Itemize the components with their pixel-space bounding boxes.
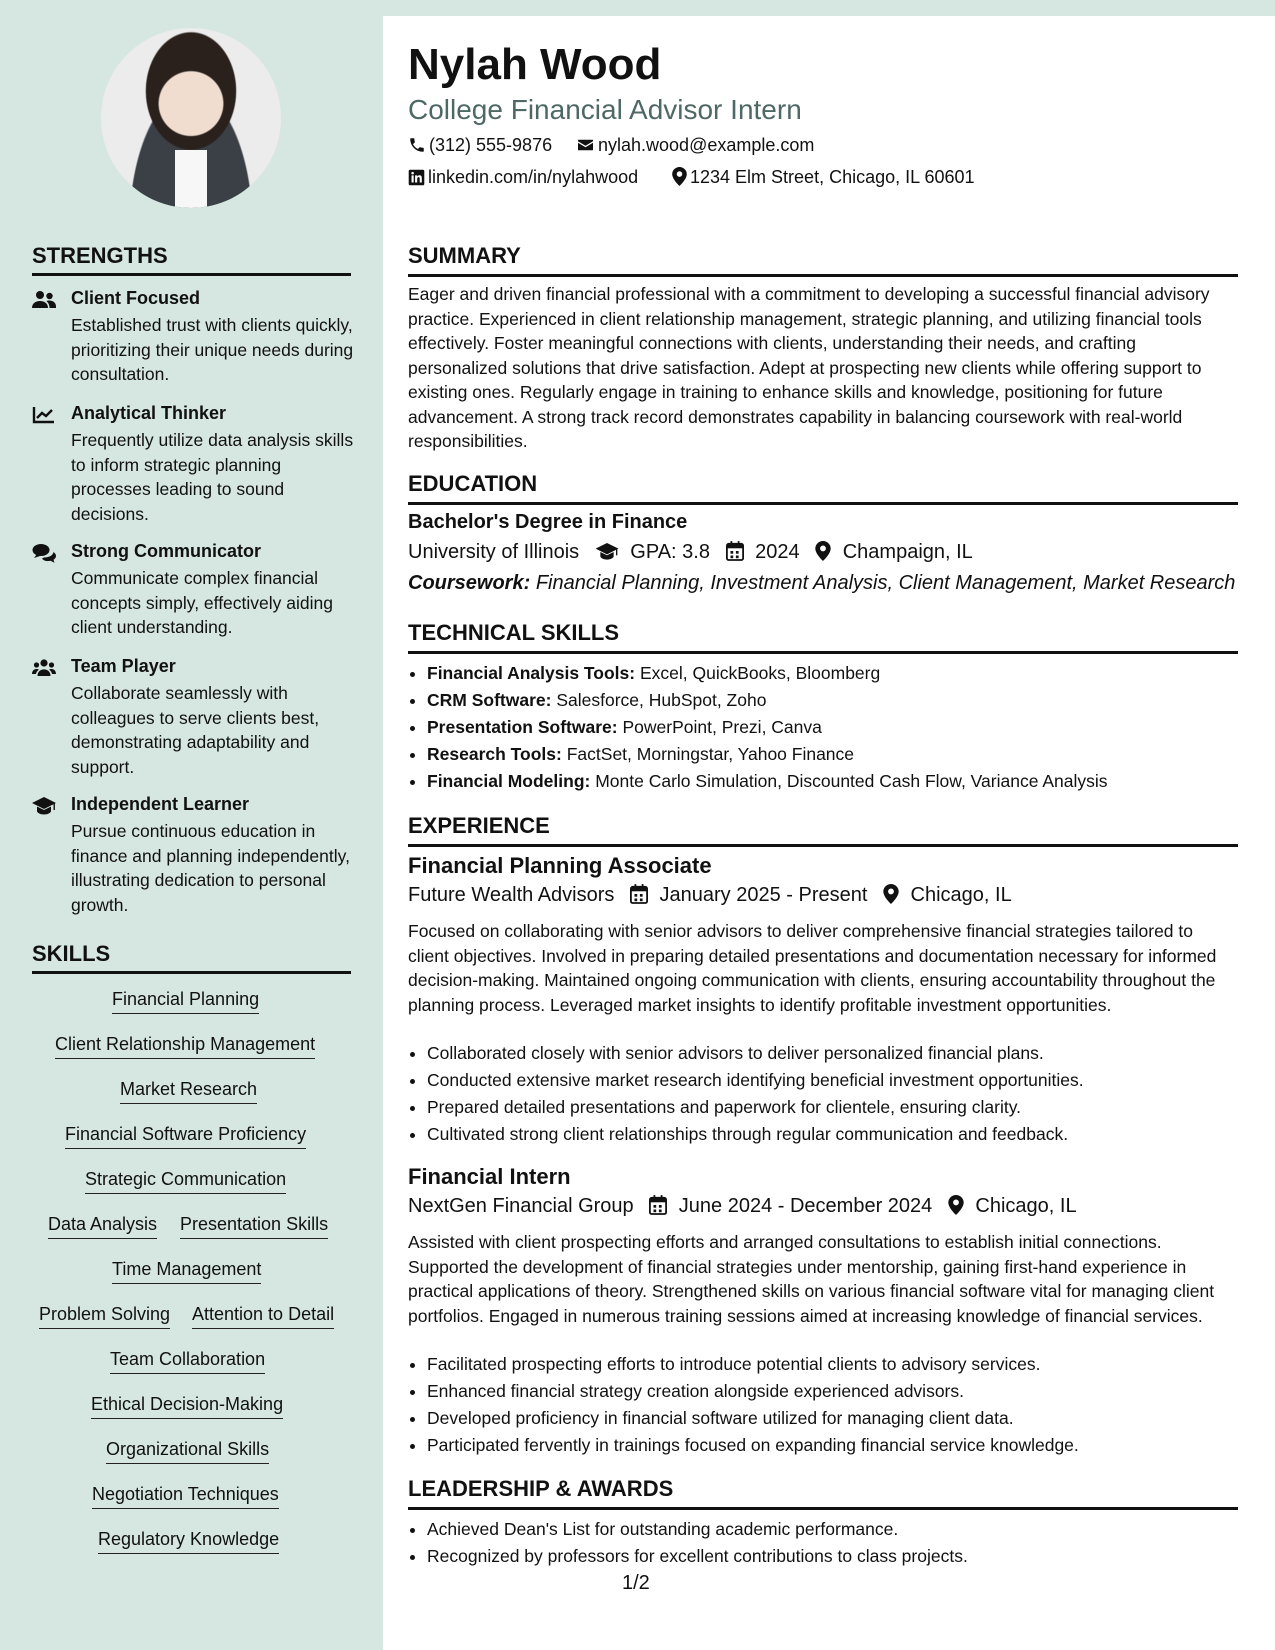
school-name: University of Illinois [408, 541, 580, 563]
skill-tag: Data Analysis [48, 1214, 157, 1239]
phone-contact [408, 135, 552, 156]
summary-heading: SUMMARY [408, 243, 1238, 277]
job-bullets [408, 1352, 1257, 1460]
email-contact[interactable] [576, 135, 814, 156]
linkedin-icon [408, 169, 425, 186]
skill-tag: Ethical Decision-Making [91, 1394, 283, 1419]
candidate-role: College Financial Advisor Intern [408, 94, 802, 125]
calendar-icon [726, 541, 744, 561]
strength-title: Independent Learner [71, 794, 250, 814]
grad-year: 2024 [755, 541, 800, 563]
list-item [427, 769, 1257, 796]
list-item [427, 688, 1257, 715]
strength-desc: Pursue continuous education in finance and planning independently, illustrating dedication to personal growth. [71, 821, 350, 915]
job-dates: June 2024 - December 2024 [678, 1195, 933, 1217]
degree-title: Bachelor's Degree in Finance [408, 511, 688, 533]
skill-values: Salesforce, HubSpot, Zoho [556, 690, 767, 710]
map-pin-icon [672, 167, 687, 186]
gpa-text: GPA: 3.8 [630, 541, 710, 563]
job-location: Chicago, IL [975, 1195, 1077, 1217]
skill-tag: Financial Software Proficiency [65, 1124, 306, 1149]
team-icon [32, 658, 56, 678]
linkedin-contact[interactable] [408, 167, 638, 188]
leadership-list [408, 1517, 1257, 1571]
skill-values: Monte Carlo Simulation, Discounted Cash Flow, Variance Analysis [595, 771, 1108, 791]
graduation-cap-icon [32, 796, 56, 816]
skill-category: CRM Software: [427, 690, 552, 710]
list-item: • Facilitated prospecting efforts to introduce potential clients to advisory services. [427, 1352, 1257, 1379]
skill-category: Presentation Software: [427, 717, 618, 737]
job-location: Chicago, IL [910, 884, 1012, 906]
strength-title: Analytical Thinker [71, 403, 227, 423]
skill-tag: Problem Solving [39, 1304, 170, 1329]
list-item: • Prepared detailed presentations and paperwork for clientele, ensuring clarity. [427, 1095, 1257, 1122]
email-text: nylah.wood@example.com [598, 135, 815, 155]
coursework-text: Financial Planning, Investment Analysis, Client Management, Market Research [535, 572, 1236, 594]
skill-category: Financial Analysis Tools: [427, 663, 636, 683]
list-item: • Recognized by professors for excellent contributions to class projects. [427, 1544, 1257, 1571]
map-pin-icon [883, 884, 899, 904]
company-name: NextGen Financial Group [408, 1195, 634, 1217]
phone-icon [408, 136, 426, 154]
strength-desc: Communicate complex financial concepts simply, effectively aiding client understanding. [71, 568, 333, 637]
summary-text: Eager and driven financial professional with a commitment to developing a successful financial advisory practice. Experienced in client relationship management, strategic planning, and utilizing financial tools effectively. Foster meaningful connections with clients, understanding their needs, and crafting personalized solutions that drive satisfaction. Adept at prospecting new clients while offering support to existing ones. Regularly engage in training to enhance skills and knowledge, positioning for future advancement. A strong track record demonstrates capability in balancing coursework with real-world responsibilities. [408, 284, 1210, 451]
skill-category: Financial Modeling: [427, 771, 591, 791]
list-item: • Cultivated strong client relationships through regular communication and feedback. [427, 1122, 1257, 1149]
skill-tag: Organizational Skills [106, 1439, 269, 1464]
skill-values: FactSet, Morningstar, Yahoo Finance [566, 744, 855, 764]
job-description: Assisted with client prospecting efforts and arranged consultations to establish initial connections. Supported the development of financial strategies under mentorship, gaining first-hand experience in practical applications of theory. Strengthened skills on various financial software vital for managing client portfolios. Engaged in numerous training sessions aimed at increasing knowledge of financial services. [408, 1232, 1215, 1326]
candidate-name: Nylah Wood [408, 40, 662, 89]
technical-skills-list [408, 661, 1257, 796]
calendar-icon [630, 884, 648, 904]
chat-bubbles-icon [32, 543, 56, 563]
skill-tag: Negotiation Techniques [92, 1484, 279, 1509]
calendar-icon [649, 1195, 667, 1215]
skill-tag: Regulatory Knowledge [98, 1529, 279, 1554]
list-item: • Conducted extensive market research identifying beneficial investment opportunities. [427, 1068, 1257, 1095]
job-description: Focused on collaborating with senior advisors to deliver comprehensive financial strategies tailored to client objectives. Involved in preparing detailed presentations and documentation necessary for informed decision-making. Maintained ongoing communication with clients, ensuring accountability throughout the planning process. Leveraged market insights to identify profitable investment opportunities. [408, 921, 1217, 1015]
technical-skills-heading: TECHNICAL SKILLS [408, 620, 1238, 654]
education-heading: EDUCATION [408, 471, 1238, 505]
list-item [427, 715, 1257, 742]
strength-desc: Frequently utilize data analysis skills to inform strategic planning processes leading to sound decisions. [71, 430, 354, 524]
users-icon [32, 290, 56, 310]
school-location: Champaign, IL [842, 541, 973, 563]
skill-values: Excel, QuickBooks, Bloomberg [639, 663, 881, 683]
strength-title: Team Player [71, 656, 176, 676]
address-contact [672, 167, 975, 188]
map-pin-icon [815, 541, 831, 561]
profile-photo [101, 28, 281, 208]
linkedin-text: linkedin.com/in/nylahwood [428, 167, 639, 187]
job-bullets [408, 1041, 1257, 1149]
strength-desc: Collaborate seamlessly with colleagues to serve clients best, demonstrating adaptability and support. [71, 683, 320, 777]
list-item: • Achieved Dean's List for outstanding academic performance. [427, 1517, 1257, 1544]
skill-tag: Strategic Communication [85, 1169, 286, 1194]
list-item [427, 742, 1257, 769]
skill-tag: Client Relationship Management [55, 1034, 315, 1059]
coursework-line [408, 572, 1235, 595]
job-meta [408, 1195, 1077, 1218]
strength-title: Client Focused [71, 288, 201, 308]
list-item: • Participated fervently in trainings focused on expanding financial service knowledge. [427, 1433, 1257, 1460]
skills-heading: SKILLS [32, 941, 351, 974]
list-item: • Enhanced financial strategy creation alongside experienced advisors. [427, 1379, 1257, 1406]
chart-line-icon [32, 405, 56, 425]
graduation-cap-icon [595, 542, 619, 561]
skill-tag: Attention to Detail [192, 1304, 334, 1329]
list-item: • Collaborated closely with senior advisors to deliver personalized financial plans. [427, 1041, 1257, 1068]
coursework-label: Coursework: [408, 572, 531, 594]
skill-tag: Time Management [112, 1259, 261, 1284]
skill-tag: Team Collaboration [110, 1349, 265, 1374]
skill-values: PowerPoint, Prezi, Canva [622, 717, 822, 737]
list-item [427, 661, 1257, 688]
strengths-heading: STRENGTHS [32, 243, 351, 276]
list-item: • Developed proficiency in financial software utilized for managing client data. [427, 1406, 1257, 1433]
job-title: Financial Intern [408, 1164, 571, 1189]
job-meta [408, 884, 1012, 907]
skill-tag: Presentation Skills [180, 1214, 328, 1239]
job-dates: January 2025 - Present [659, 884, 868, 906]
education-details [408, 541, 973, 564]
job-title: Financial Planning Associate [408, 853, 712, 878]
experience-heading: EXPERIENCE [408, 813, 1238, 847]
skill-tag: Market Research [120, 1079, 257, 1104]
leadership-heading: LEADERSHIP & AWARDS [408, 1476, 1238, 1510]
map-pin-icon [948, 1195, 964, 1215]
page-number: 1/2 [622, 1572, 650, 1594]
address-text: 1234 Elm Street, Chicago, IL 60601 [690, 167, 975, 187]
skill-tag: Financial Planning [112, 989, 259, 1014]
phone-text: (312) 555-9876 [429, 135, 553, 155]
envelope-icon [576, 136, 595, 154]
company-name: Future Wealth Advisors [408, 884, 615, 906]
strength-title: Strong Communicator [71, 541, 262, 561]
skill-category: Research Tools: [427, 744, 562, 764]
strength-desc: Established trust with clients quickly, prioritizing their unique needs during consultation. [71, 315, 354, 384]
